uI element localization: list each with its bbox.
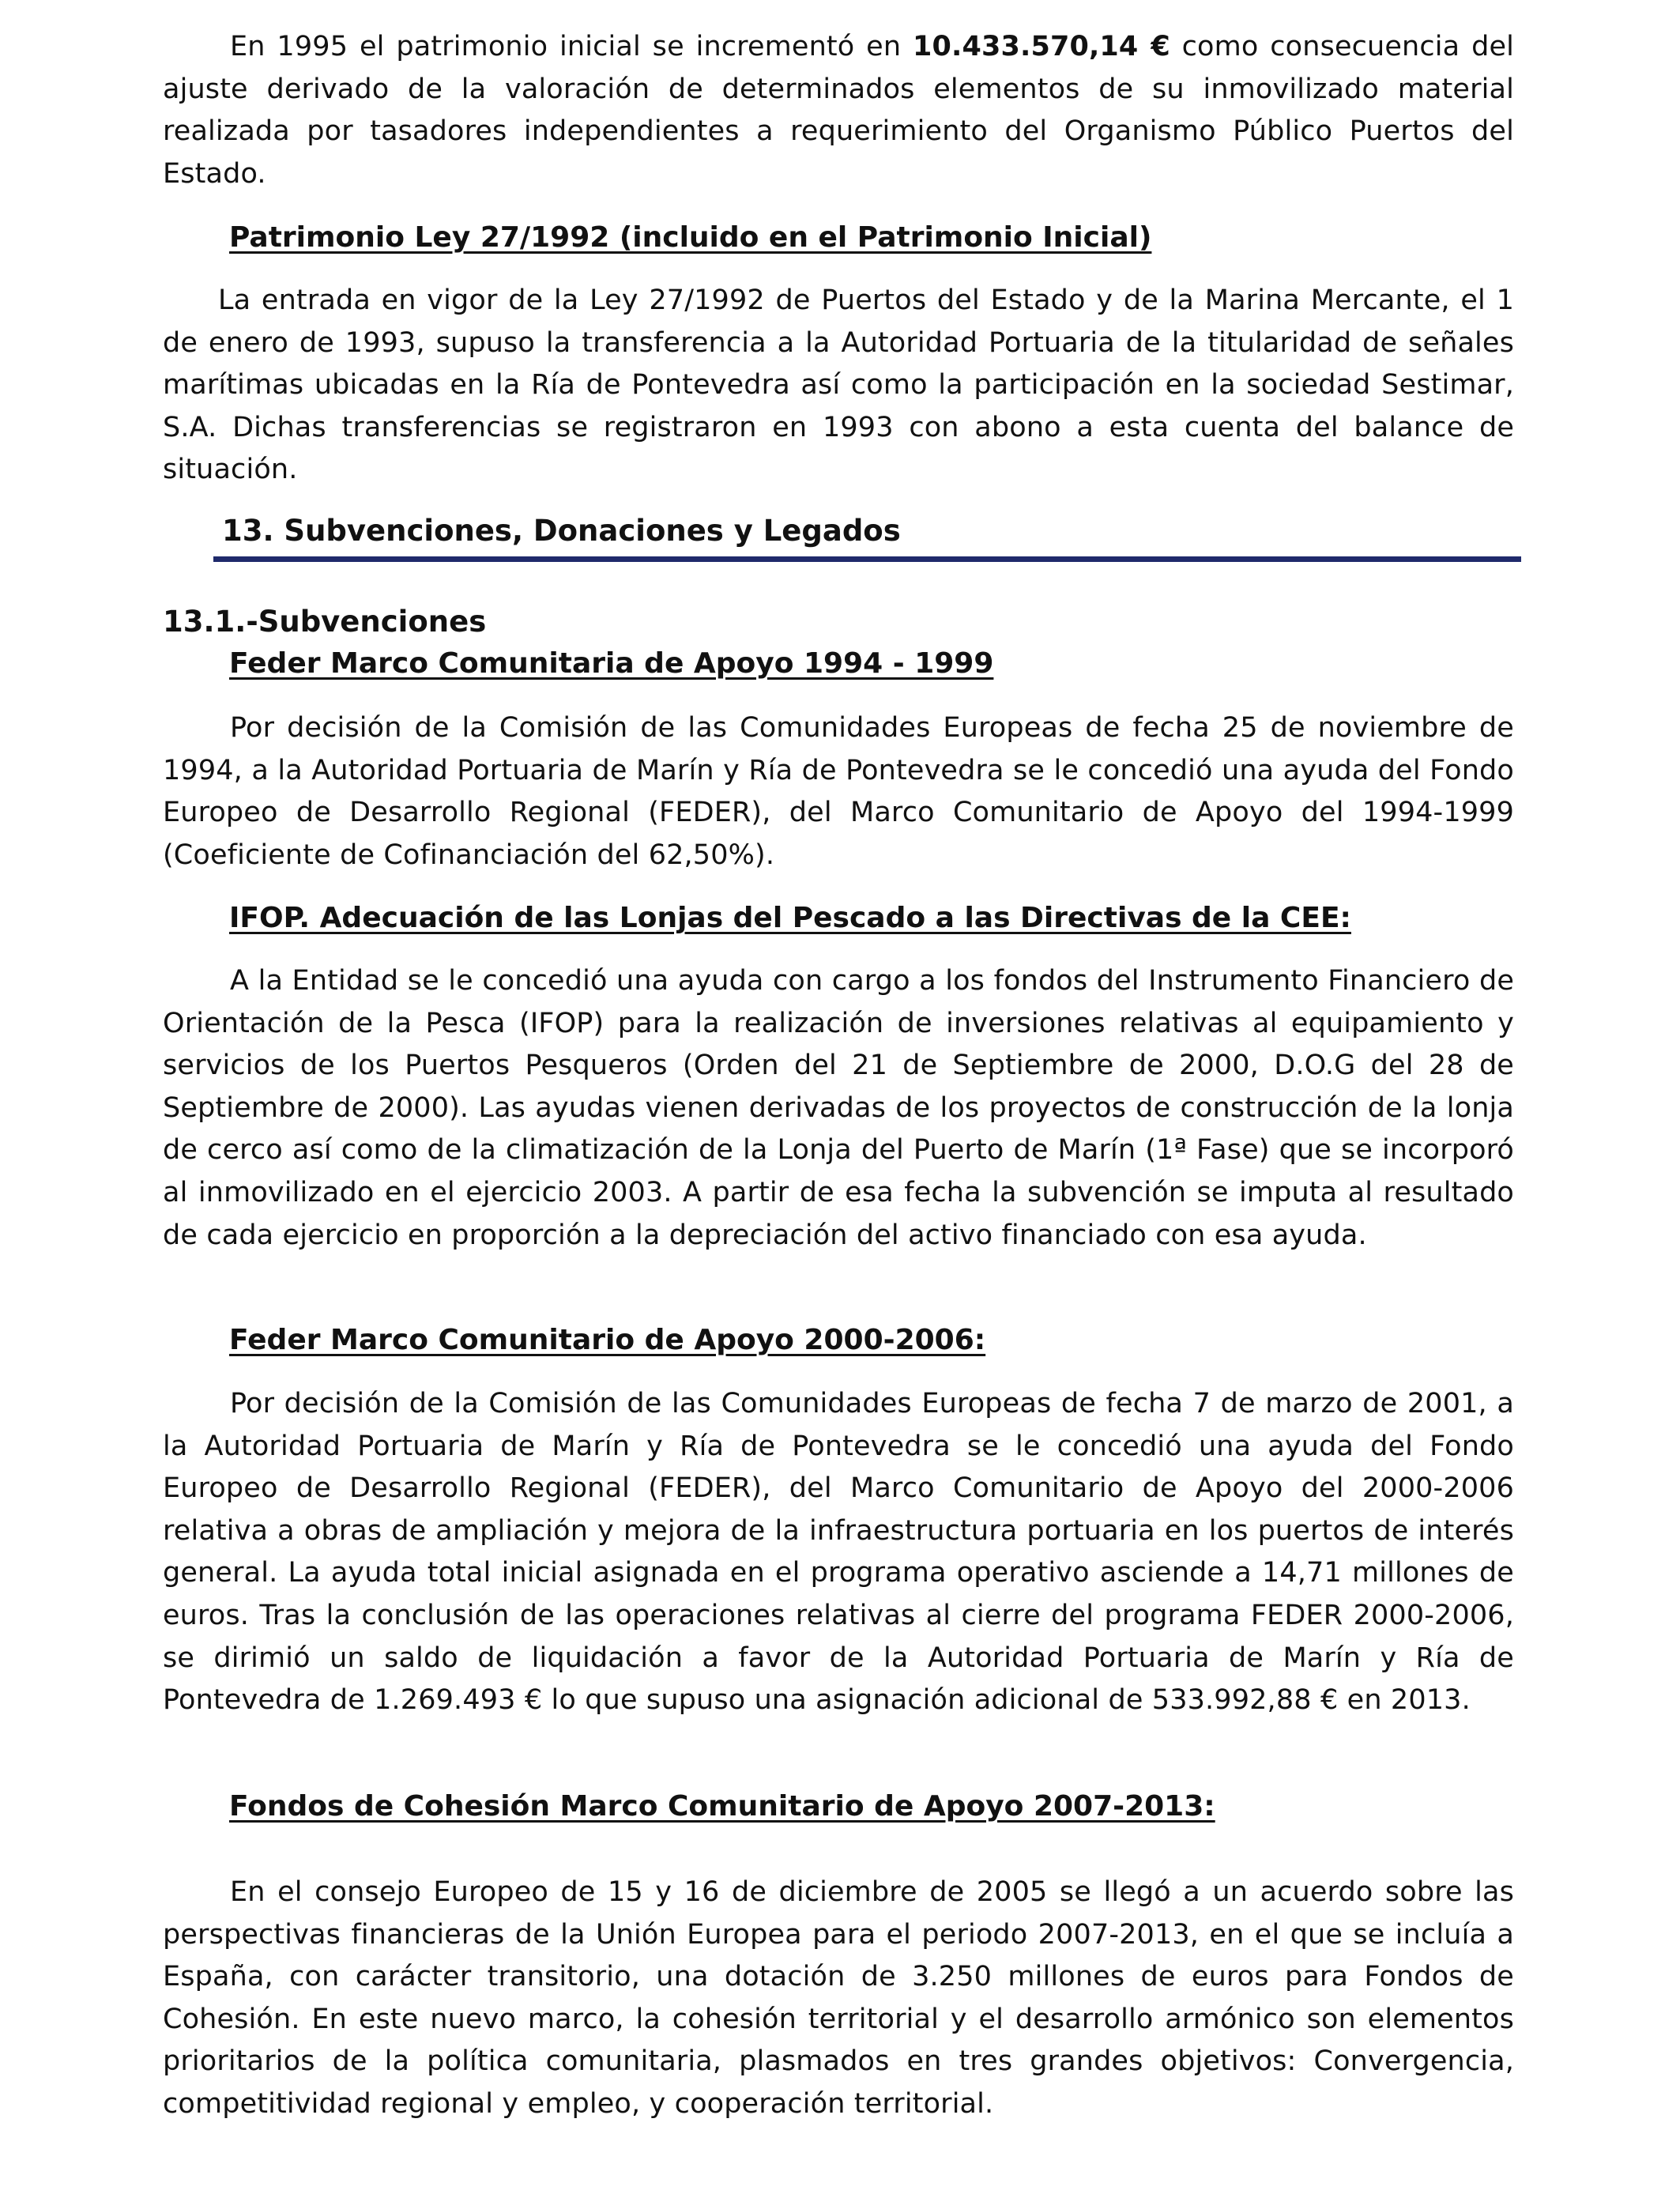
intro-amount: 10.433.570,14 € <box>913 31 1170 62</box>
intro-text-after: como consecuencia del ajuste derivado de la valoración de determinados elementos de su inmovilizado material realizada por tasadores independientes a requerimiento del Organismo Público Puertos del Estado. <box>163 31 1515 190</box>
ifop-heading: IFOP. Adecuación de las Lonjas del Pescado a las Directivas de la CEE: <box>229 902 1351 934</box>
feder-2000-heading: Feder Marco Comunitario de Apoyo 2000-2006: <box>229 1324 986 1356</box>
section-divider <box>213 556 1521 562</box>
intro-text-before: En 1995 el patrimonio inicial se incrementó en <box>230 31 913 62</box>
feder-1994-paragraph: Por decisión de la Comisión de las Comunidades Europeas de fecha 25 de noviembre de 1994, a la Autoridad Portuaria de Marín y Ría de Pontevedra se le concedió una ayuda del Fondo Europeo de Desarrollo Regional (FEDER), del Marco Comunitario de Apoyo del 1994-1999 (Coeficiente de Cofinanciación del 62,50%). <box>163 712 1514 871</box>
patrimonio-ley-paragraph: La entrada en vigor de la Ley 27/1992 de Puertos del Estado y de la Marina Mercante, el 1 de enero de 1993, supuso la transferencia a la Autoridad Portuaria de la titularidad de señales marítimas ubicadas en la Ría de Pontevedra así como la participación en la sociedad Sestimar, S.A. Dichas transferencias se registraron en 1993 con abono a esta cuenta del balance de situación. <box>163 285 1514 486</box>
section-13-title: 13. Subvenciones, Donaciones y Legados <box>222 514 901 548</box>
cohesion-heading: Fondos de Cohesión Marco Comunitario de Apoyo 2007-2013: <box>229 1790 1215 1823</box>
cohesion-paragraph: En el consejo Europeo de 15 y 16 de diciembre de 2005 se llegó a un acuerdo sobre las perspectivas financieras de la Unión Europea para el periodo 2007-2013, en el que se incluía a España, con carácter transitorio, una dotación de 3.250 millones de euros para Fondos de Cohesión. En este nuevo marco, la cohesión territorial y el desarrollo armónico son elementos prioritarios de la política comunitaria, plasmados en tres grandes objetivos: Convergencia, competitividad regional y empleo, y cooperación territorial. <box>163 1876 1514 2120</box>
ifop-paragraph: A la Entidad se le concedió una ayuda con cargo a los fondos del Instrumento Financiero de Orientación de la Pesca (IFOP) para la realización de inversiones relativas al equipamiento y servicios de los Puertos Pesqueros (Orden del 21 de Septiembre de 2000, D.O.G del 28 de Septiembre de 2000). Las ayudas vienen derivadas de los proyectos de construcción de la lonja de cerco así como de la climatización de la Lonja del Puerto de Marín (1ª Fase) que se incorporó al inmovilizado en el ejercicio 2003. A partir de esa fecha la subvención se imputa al resultado de cada ejercicio en proporción a la depreciación del activo financiado con esa ayuda. <box>163 965 1514 1251</box>
feder-1994-heading: Feder Marco Comunitaria de Apoyo 1994 - 1999 <box>229 647 994 680</box>
intro-paragraph <box>163 26 1514 195</box>
feder-2000-paragraph: Por decisión de la Comisión de las Comunidades Europeas de fecha 7 de marzo de 2001, a la Autoridad Portuaria de Marín y Ría de Pontevedra se le concedió una ayuda del Fondo Europeo de Desarrollo Regional (FEDER), del Marco Comunitario de Apoyo del 2000-2006 relativa a obras de ampliación y mejora de la infraestructura portuaria en los puertos de interés general. La ayuda total inicial asignada en el programa operativo asciende a 14,71 millones de euros. Tras la conclusión de las operaciones relativas al cierre del programa FEDER 2000-2006, se dirimió un saldo de liquidación a favor de la Autoridad Portuaria de Marín y Ría de Pontevedra de 1.269.493 € lo que supuso una asignación adicional de 533.992,88 € en 2013. <box>163 1388 1514 1717</box>
patrimonio-ley-heading: Patrimonio Ley 27/1992 (incluido en el Patrimonio Inicial) <box>229 221 1152 254</box>
subsection-13-1-title: 13.1.-Subvenciones <box>163 605 487 639</box>
